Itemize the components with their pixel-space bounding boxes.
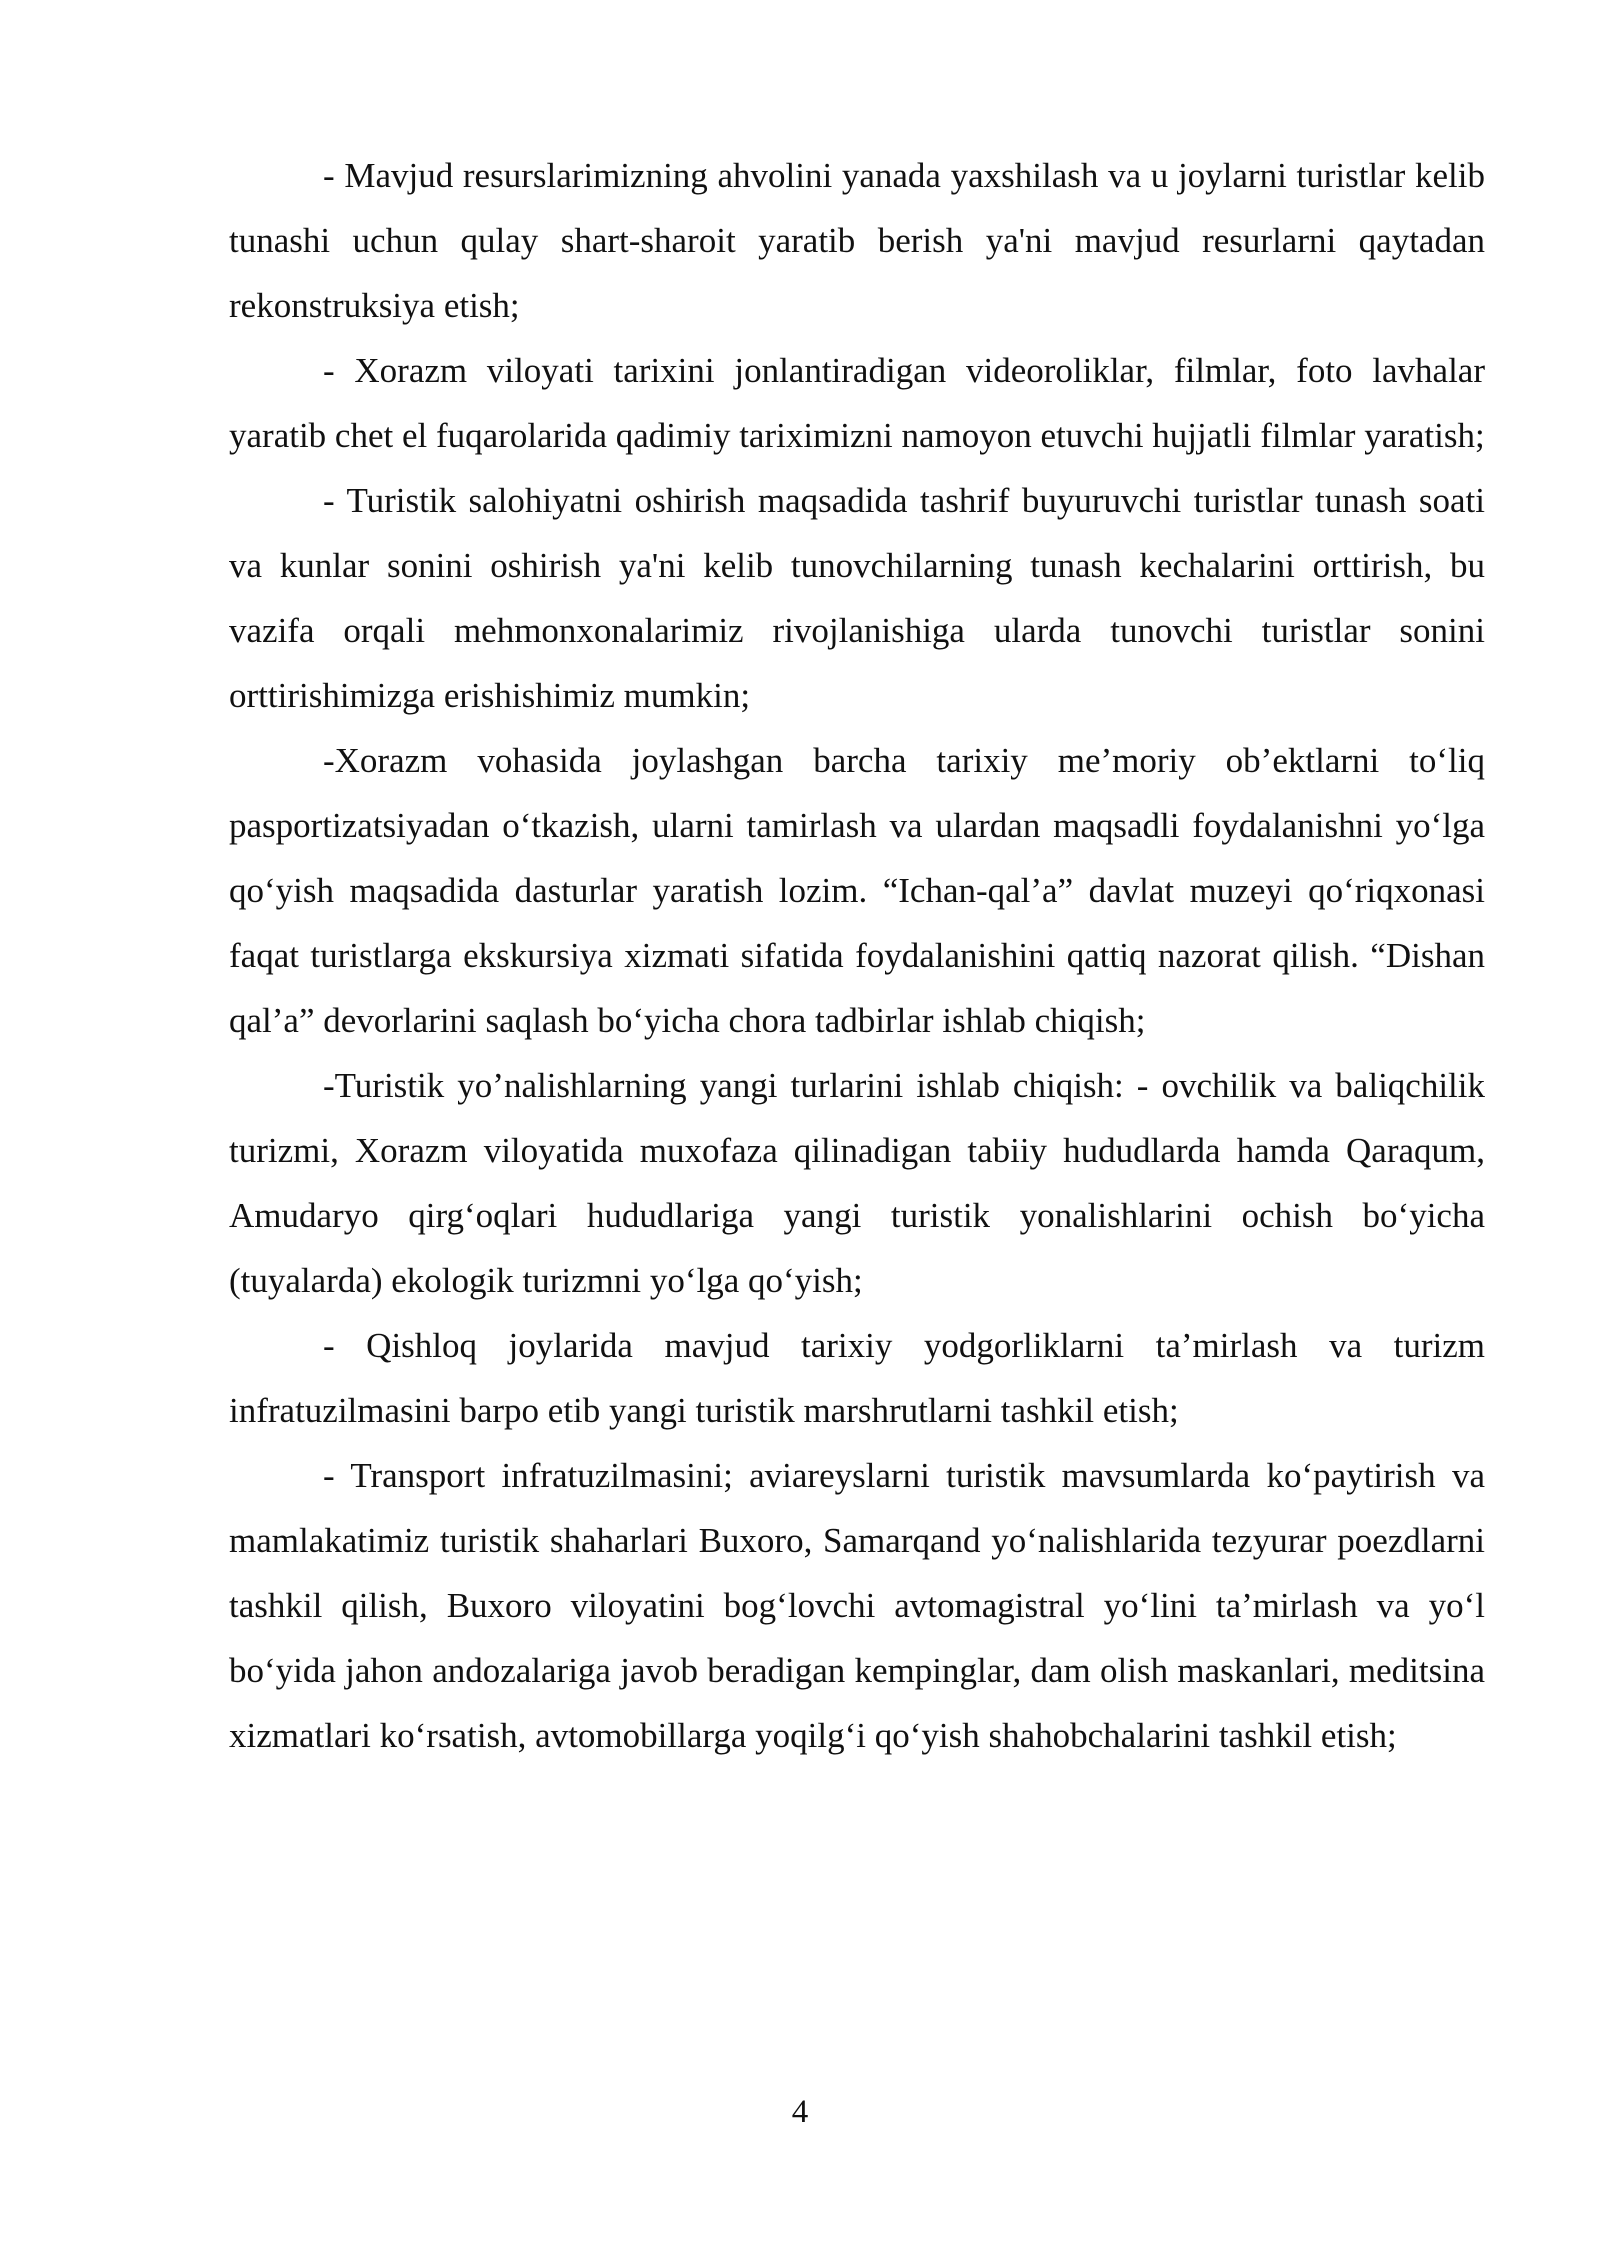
paragraph-transport: - Transport infratuzilmasini; aviareyslarni turistik mavsumlarda ko‘paytirish va mamlakatimiz turistik shaharlari Buxoro, Samarqand yo‘nalishlarida tezyurar poezdlarni tashkil qilish, Buxoro viloyatini bog‘lovchi avtomagistral yo‘lini ta’mirlash va yo‘l bo‘yida jahon andozalariga javob beradigan kempinglar, dam olish maskanlari, meditsina xizmatlari ko‘rsatish, avtomobillarga yoqilg‘i qo‘yish shahobchalarini tashkil etish; bbox=[229, 1456, 1485, 1755]
paragraph-tourist-stay: - Turistik salohiyatni oshirish maqsadida tashrif buyuruvchi turistlar tunash soati va kunlar sonini oshirish ya'ni kelib tunovchilarning tunash kechalarini orttirish, bu vazifa orqali mehmonxonalarimiz rivojlanishiga ularda tunovchi turistlar sonini orttirishimizga erishishimiz mumkin; bbox=[229, 481, 1485, 715]
paragraph-resources: - Mavjud resurslarimizning ahvolini yanada yaxshilash va u joylarni turistlar kelib tunashi uchun qulay shart-sharoit yaratib berish ya'ni mavjud resurlarni qaytadan rekonstruksiya etish; bbox=[229, 156, 1485, 325]
paragraph-video-films: - Xorazm viloyati tarixini jonlantiradigan videoroliklar, filmlar, foto lavhalar yaratib chet el fuqarolarida qadimiy tariximizni namoyon etuvchi hujjatli filmlar yaratish; bbox=[229, 351, 1485, 455]
body-text bbox=[229, 143, 1485, 1768]
paragraph-new-routes: -Turistik yo’nalishlarning yangi turlarini ishlab chiqish: - ovchilik va baliqchilik turizmi, Xorazm viloyatida muxofaza qilinadigan tabiiy hududlarda hamda Qaraqum, Amudaryo qirg‘oqlari hududlariga yangi turistik yonalishlarini ochish bo‘yicha (tuyalarda) ekologik turizmni yo‘lga qo‘yish; bbox=[229, 1066, 1485, 1300]
paragraph-rural-monuments: - Qishloq joylarida mavjud tarixiy yodgorliklarni ta’mirlash va turizm infratuzilmasini barpo etib yangi turistik marshrutlarni tashkil etish; bbox=[229, 1326, 1485, 1430]
page-number: 4 bbox=[791, 2094, 809, 2130]
paragraph-historic-objects: -Xorazm vohasida joylashgan barcha tarixiy me’moriy ob’ektlarni to‘liq pasportizatsiyadan o‘tkazish, ularni tamirlash va ulardan maqsadli foydalanishni yo‘lga qo‘yish maqsadida dasturlar yaratish lozim. “Ichan-qal’a” davlat muzeyi qo‘riqxonasi faqat turistlarga ekskursiya xizmati sifatida foydalanishini qattiq nazorat qilish. “Dishan qal’a” devorlarini saqlash bo‘yicha chora tadbirlar ishlab chiqish; bbox=[229, 741, 1485, 1040]
